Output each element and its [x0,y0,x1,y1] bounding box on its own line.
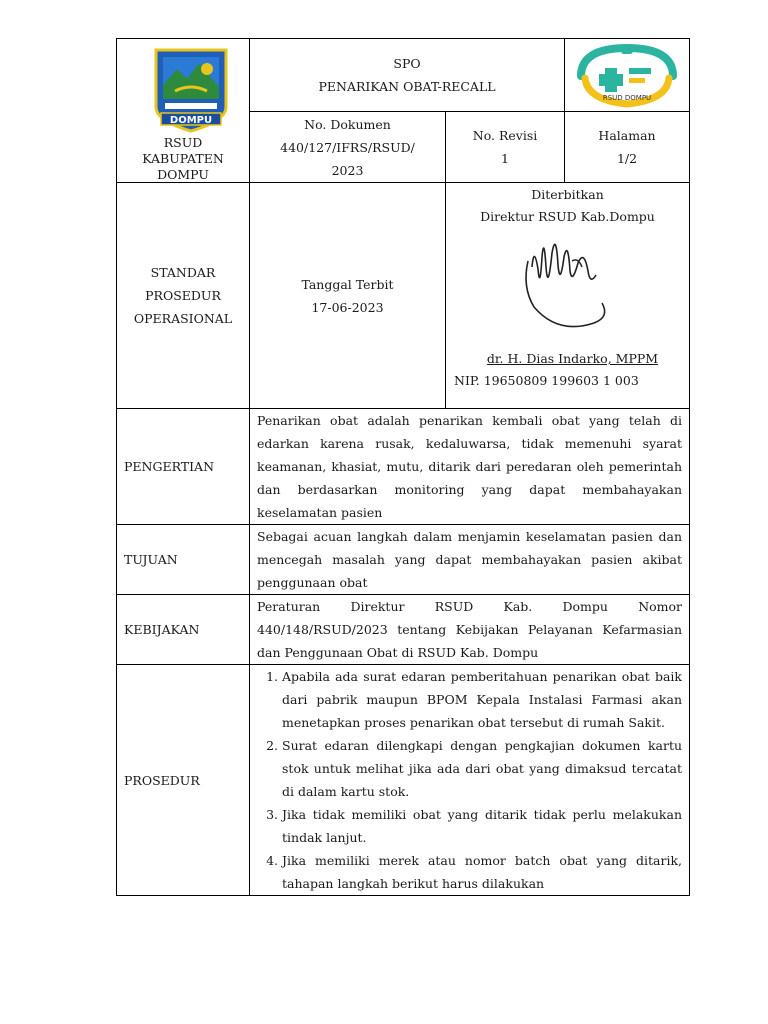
issued-label: Diterbitkan [531,187,604,202]
page-label: Halaman [598,128,656,143]
dompu-seal-icon [151,47,231,133]
pengertian-text: Penarikan obat adalah penarikan kembali obat yang telah di edarkan karena rusak, kedaluwarsa, tidak memenuhi syarat keamanan, khasiat, mutu, ditarik dari peredaran oleh pemerintah dan berdasarkan monitoring yang dapat membahayakan keselamatan pasien [250,409,690,525]
document-number-label: No. Dokumen [304,116,391,132]
kebijakan-label: KEBIJAKAN [117,595,250,665]
spo-label-cell [117,183,250,409]
tujuan-text: Sebagai acuan langkah dalam menjamin keselamatan pasien dan mencegah masalah yang dapat membahayakan pasien akibat penggunaan obat [250,525,690,595]
document-number-cell [250,112,446,183]
revision-label: No. Revisi [472,128,538,143]
spo-heading: SPO [393,56,421,71]
seal-logo-text: DOMPU [169,115,213,126]
prosedur-label: PROSEDUR [117,665,250,896]
institution-line-1: RSUD [163,135,203,150]
signatory-nip: NIP. 19650809 199603 1 003 [454,373,639,388]
signature-icon [512,227,622,337]
page-value: 1/2 [616,151,638,166]
rsud-dompu-logo-icon [575,42,679,108]
approval-cell [446,183,690,409]
revision-value: 1 [501,151,509,166]
issue-date-cell [250,183,446,409]
document-number-line-1: 440/127/IFRS/RSUD/ [280,139,415,155]
prosedur-step: 4. Jika memiliki merek atau nomor batch obat yang ditarik, tahapan langkah berikut harus dilakukan [282,849,682,895]
spo-document-table [116,38,690,896]
pengertian-label: PENGERTIAN [117,409,250,525]
prosedur-steps-cell [250,665,690,896]
spo-label-line-2: PROSEDUR [145,288,221,303]
issue-date-label: Tanggal Terbit [301,276,394,292]
prosedur-steps [250,665,689,895]
institution-line-2: KABUPATEN [142,151,224,166]
page-cell [565,112,690,183]
document-title: PENARIKAN OBAT-RECALL [318,79,496,94]
institution-line-3: DOMPU [157,167,209,182]
title-cell [250,39,565,112]
revision-cell [446,112,565,183]
prosedur-step: 1. Apabila ada surat edaran pemberitahuan penarikan obat baik dari pabrik maupun BPOM Kepala Instalasi Farmasi akan menetapkan proses penarikan obat tersebut di rumah Sakit. [282,665,682,734]
institution-name [117,135,249,183]
prosedur-step: 2. Surat edaran dilengkapi dengan pengkajian dokumen kartu stok untuk melihat jika ada dari obat yang dimaksud tercatat di dalam kartu stok. [282,734,682,803]
institution-logo-cell [117,39,250,183]
director-title: Direktur RSUD Kab.Dompu [480,209,655,224]
kebijakan-text: Peraturan Direktur RSUD Kab. Dompu Nomor 440/148/RSUD/2023 tentang Kebijakan Pelayanan Kefarmasian dan Penggunaan Obat di RSUD Kab. Dompu [250,595,690,665]
rsud-logo-cell [565,39,690,112]
signatory-name: dr. H. Dias Indarko, MPPM [486,351,659,366]
spo-label-line-3: OPERASIONAL [133,311,233,326]
tujuan-label: TUJUAN [117,525,250,595]
issue-date-value: 17-06-2023 [311,299,384,315]
spo-label-line-1: STANDAR [150,265,216,280]
document-number-line-2: 2023 [331,162,364,178]
prosedur-step: 3. Jika tidak memiliki obat yang ditarik tidak perlu melakukan tindak lanjut. [282,803,682,849]
rsud-logo-text: RSUD DOMPU [602,94,652,102]
